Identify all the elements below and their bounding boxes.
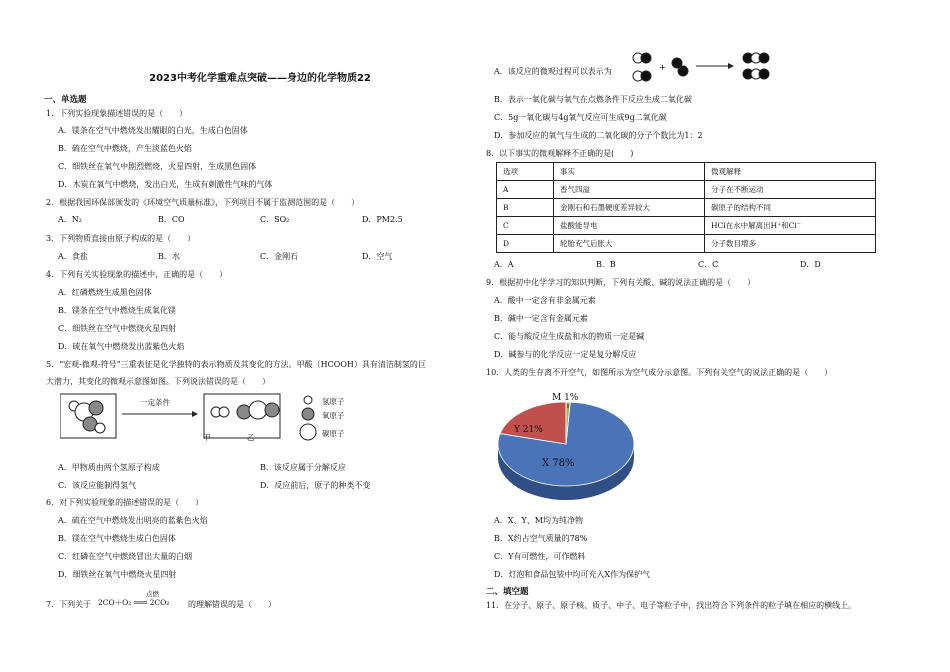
table-row xyxy=(497,217,876,235)
q9-option-c[interactable]: C．能与酸反应生成盐和水的物质一定是碱 xyxy=(494,332,645,341)
table-header-row xyxy=(497,163,876,181)
q5-option-a[interactable]: A．甲物质由两个氢原子构成 xyxy=(58,463,160,472)
q7-option-a[interactable]: A．该反应的微观过程可以表示为 xyxy=(494,67,612,76)
question-10: 10．人类的生存离不开空气，如图所示为空气成分示意图。下列有关空气的说法正确的是（ ） xyxy=(486,368,833,377)
question-7-prefix: 7．下列关于 xyxy=(46,600,92,609)
q8-option-a[interactable]: A．A xyxy=(494,260,514,269)
table-cell: 分子在不断运动 xyxy=(705,181,876,199)
q10-option-a[interactable]: A．X、Y、M均为纯净物 xyxy=(494,516,583,525)
question-6: 6．对下列实验现象的描述错误的是（ ） xyxy=(46,498,204,507)
substance-jia-label: 甲 xyxy=(203,433,211,442)
q5-option-b[interactable]: B．该反应属于分解反应 xyxy=(260,463,346,472)
substance-yi-label: 乙 xyxy=(247,433,255,442)
table-header: 微观解释 xyxy=(705,163,876,181)
q4-option-b[interactable]: B．镁条在空气中燃烧生成氧化镁 xyxy=(58,306,176,315)
legend-oxygen-label: 氧原子 xyxy=(322,411,345,420)
q2-option-a[interactable]: A．N₂ xyxy=(58,215,82,224)
hydrogen-atom-icon xyxy=(219,407,229,417)
legend-oxygen-icon xyxy=(302,408,314,420)
hydrogen-atom-icon xyxy=(95,423,105,433)
section-fill-blank: 二、填空题 xyxy=(486,587,529,597)
q6-option-a[interactable]: A．硫在空气中燃烧发出明亮的蓝紫色火焰 xyxy=(58,516,208,525)
question-7-suffix: 的理解错误的是（ ） xyxy=(188,600,276,609)
oxygen-atom-icon xyxy=(89,401,103,415)
facts-table xyxy=(496,162,876,253)
equation-condition: 点燃 xyxy=(146,590,159,598)
table-header: 事实 xyxy=(554,163,705,181)
q7-molecule-diagram xyxy=(630,52,780,84)
legend-carbon-icon xyxy=(300,424,316,440)
q7-equation: 2CO＋O₂ ═══ 2CO₂ xyxy=(98,598,170,607)
table-row xyxy=(497,235,876,253)
table-cell: B xyxy=(497,199,554,217)
q2-option-b[interactable]: B．CO xyxy=(158,215,185,224)
oxygen-atom-icon xyxy=(759,53,769,63)
arrow-head-icon xyxy=(192,411,198,417)
pie-label-x: X 78% xyxy=(542,458,575,469)
q7-option-c[interactable]: C．5g一氧化碳与4g氧气反应可生成9g二氧化碳 xyxy=(494,113,667,122)
q7-option-b[interactable]: B．表示一氧化碳与氧气在点燃条件下反应生成二氧化碳 xyxy=(494,95,692,104)
table-cell: 盐酸能导电 xyxy=(554,217,705,235)
table-cell: A xyxy=(497,181,554,199)
table-cell: 分子数目增多 xyxy=(705,235,876,253)
q9-option-b[interactable]: B．碱中一定含有金属元素 xyxy=(494,314,588,323)
q4-option-a[interactable]: A．红磷燃烧生成黑色固体 xyxy=(58,288,152,297)
q8-option-b[interactable]: B．B xyxy=(596,260,616,269)
question-3: 3．下列物质直接由原子构成的是（ ） xyxy=(46,234,196,243)
q1-option-a[interactable]: A．镁条在空气中燃烧发出耀眼的白光，生成白色固体 xyxy=(58,126,248,135)
q10-option-c[interactable]: C．Y有可燃性，可作燃料 xyxy=(494,552,586,561)
q3-option-d[interactable]: D．空气 xyxy=(362,252,393,261)
table-cell: 金刚石和石墨硬度差异较大 xyxy=(554,199,705,217)
q7-option-d[interactable]: D．参加反应的氧气与生成的二氧化碳的分子个数比为1：2 xyxy=(494,131,703,140)
question-8: 8．以下事实的微观解释不正确的是( ) xyxy=(486,149,634,158)
question-1: 1．下列实验现象描述错误的是（ ） xyxy=(46,109,188,118)
q8-option-d[interactable]: D．D xyxy=(800,260,821,269)
q8-option-c[interactable]: C．C xyxy=(698,260,719,269)
carbon-atom-icon xyxy=(249,401,267,419)
table-cell: C xyxy=(497,217,554,235)
section-single-choice: 一、单选题 xyxy=(44,95,87,105)
page-title: 2023中考化学重难点突破——身边的化学物质22 xyxy=(149,73,371,84)
arrow-head-icon xyxy=(728,63,734,69)
question-2: 2．根据我国环保部颁发的《环境空气质量标准》，下列项目不属于监测范围的是（ ） xyxy=(46,198,360,207)
q1-option-c[interactable]: C．细铁丝在氧气中剧烈燃烧，火星四射，生成黑色固体 xyxy=(58,162,257,171)
q9-option-a[interactable]: A．酸中一定含有非金属元素 xyxy=(494,296,596,305)
q6-option-b[interactable]: B．镁在空气中燃烧生成白色固体 xyxy=(58,534,176,543)
table-row xyxy=(497,199,876,217)
q4-option-c[interactable]: C．细铁丝在空气中燃烧火星四射 xyxy=(58,324,177,333)
pie-label-m: M 1% xyxy=(552,393,579,403)
q1-option-d[interactable]: D．木炭在氧气中燃烧，发出白光，生成有刺激性气味的气体 xyxy=(58,180,273,189)
reaction-condition-label: 一定条件 xyxy=(140,398,170,407)
q1-option-b[interactable]: B．硫在空气中燃烧，产生淡蓝色火焰 xyxy=(58,144,192,153)
q6-option-c[interactable]: C．红磷在空气中燃烧冒出大量的白烟 xyxy=(58,552,193,561)
oxygen-atom-icon xyxy=(678,66,688,76)
question-4: 4．下列有关实验现象的描述中，正确的是（ ） xyxy=(46,270,228,279)
table-row xyxy=(497,181,876,199)
oxygen-atom-icon xyxy=(759,69,769,79)
table-header: 选项 xyxy=(497,163,554,181)
table-cell: 轮胎充气后胀大 xyxy=(554,235,705,253)
legend-hydrogen-label: 氢原子 xyxy=(322,397,345,406)
q10-option-b[interactable]: B．X约占空气质量的78% xyxy=(494,534,588,543)
oxygen-atom-icon xyxy=(641,53,651,63)
q4-option-d[interactable]: D．硫在氧气中燃烧发出蓝紫色火焰 xyxy=(58,342,185,351)
q5-option-c[interactable]: C．该反应能制得氢气 xyxy=(58,481,137,490)
q3-option-a[interactable]: A．食盐 xyxy=(58,252,88,261)
table-cell: 香气四溢 xyxy=(554,181,705,199)
oxygen-atom-icon xyxy=(265,403,279,417)
q10-option-d[interactable]: D．灯泡和食品包装中均可充入X作为保护气 xyxy=(494,570,651,579)
question-11: 11．在分子、原子、原子核、质子、中子、电子等粒子中，找出符合下列条件的粒子填在相应的横线上。 xyxy=(486,601,857,610)
legend-carbon-label: 碳原子 xyxy=(322,429,345,438)
table-cell: D xyxy=(497,235,554,253)
legend-hydrogen-icon xyxy=(304,396,312,404)
table-cell: HCl在水中解离出H⁺和Cl⁻ xyxy=(705,217,876,235)
oxygen-atom-icon xyxy=(641,71,651,81)
question-9: 9．根据初中化学学习的知识判断，下列有关酸、碱的说法正确的是（ ） xyxy=(486,278,756,287)
q2-option-d[interactable]: D．PM2.5 xyxy=(362,215,403,224)
question-5-line1: 5．“宏观-微观-符号”三重表征是化学独特的表示物质及其变化的方法。甲酸（HCOOH）具有清洁制氢的巨 xyxy=(46,360,426,369)
plus-icon: + xyxy=(659,63,666,72)
q6-option-d[interactable]: D．细铁丝在氧气中燃烧火星四射 xyxy=(58,570,177,579)
air-composition-pie-chart xyxy=(494,382,664,506)
q2-option-c[interactable]: C．SO₂ xyxy=(260,215,290,224)
q9-option-d[interactable]: D．碱参与的化学反应一定是复分解反应 xyxy=(494,350,637,359)
pie-label-y: Y 21% xyxy=(514,425,543,435)
q5-option-d[interactable]: D．反应前后，原子的种类不变 xyxy=(260,481,371,490)
question-5-line2: 大潜力，其变化的微观示意图如图。下列说法错误的是（ ） xyxy=(46,377,270,386)
q3-option-c[interactable]: C．金刚石 xyxy=(260,252,299,261)
q3-option-b[interactable]: B．水 xyxy=(158,252,180,261)
table-cell: 碳原子的结构不同 xyxy=(705,199,876,217)
